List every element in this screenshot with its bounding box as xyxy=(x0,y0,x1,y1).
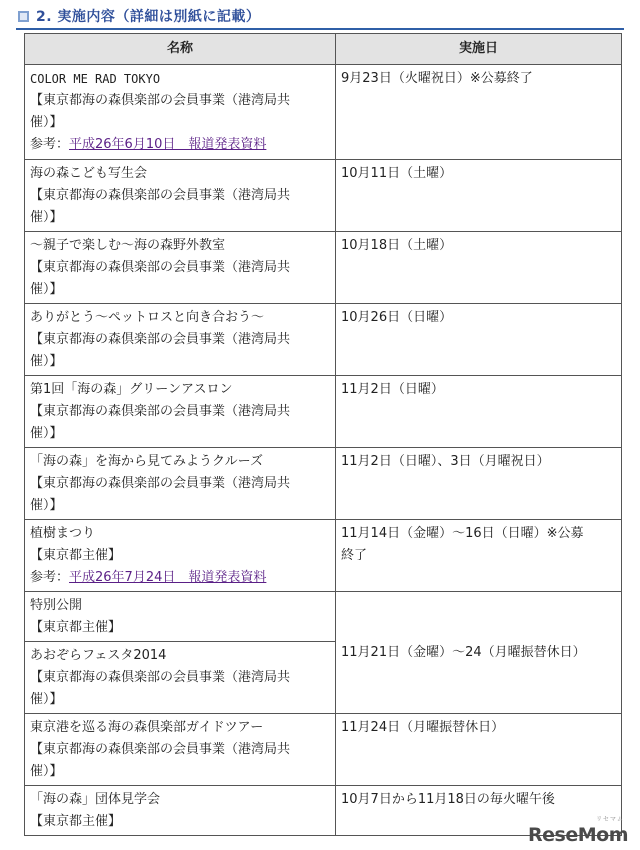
event-organizer: 【東京都主催】 xyxy=(30,620,122,635)
table-row xyxy=(25,65,622,160)
event-organizer: 【東京都海の森倶楽部の会員事業（港湾局共 xyxy=(30,670,291,685)
event-date-cell: 10月11日（土曜） xyxy=(336,160,622,232)
event-name: あおぞらフェスタ2014 xyxy=(30,648,167,663)
event-date-cell: 11月2日（日曜）、3日（月曜祝日） xyxy=(336,448,622,520)
event-date-cell xyxy=(336,520,622,592)
column-header-date: 実施日 xyxy=(336,34,622,65)
event-name-cell xyxy=(25,714,336,786)
event-organizer: 【東京都海の森倶楽部の会員事業（港湾局共 xyxy=(30,93,291,108)
event-name: 「海の森」団体見学会 xyxy=(30,792,161,807)
table-row xyxy=(25,232,622,304)
program-table xyxy=(24,33,622,836)
event-date-cell: 10月18日（土曜） xyxy=(336,232,622,304)
event-date-cell: 11月2日（日曜） xyxy=(336,376,622,448)
event-date-cell: 10月7日から11月18日の毎火曜午後 xyxy=(336,786,622,836)
event-organizer: 【東京都海の森倶楽部の会員事業（港湾局共 xyxy=(30,404,291,419)
table-row xyxy=(25,304,622,376)
event-organizer-cont: 催）】 xyxy=(30,282,63,297)
column-header-name: 名称 xyxy=(25,34,336,65)
event-date-cell: 9月23日（火曜祝日）※公募終了 xyxy=(336,65,622,160)
event-date-cell: 10月26日（日曜） xyxy=(336,304,622,376)
event-name: 「海の森」を海から見てみようクルーズ xyxy=(30,454,263,469)
event-name: ありがとう～ペットロスと向き合おう～ xyxy=(30,310,265,325)
event-name-cell xyxy=(25,232,336,304)
square-bullet-icon xyxy=(18,11,29,22)
section-heading xyxy=(16,4,624,30)
event-organizer: 【東京都主催】 xyxy=(30,814,122,829)
event-date-cell: 11月21日（金曜）～24（月曜振替休日） xyxy=(336,592,622,714)
table-row xyxy=(25,160,622,232)
event-name-cell xyxy=(25,592,336,642)
event-name-cell xyxy=(25,786,336,836)
event-organizer-cont: 催）】 xyxy=(30,692,63,707)
event-name: 植樹まつり xyxy=(30,526,96,541)
table-row xyxy=(25,448,622,520)
table-row xyxy=(25,520,622,592)
event-name: 特別公開 xyxy=(30,598,83,613)
event-name-cell xyxy=(25,642,336,714)
event-organizer: 【東京都海の森倶楽部の会員事業（港湾局共 xyxy=(30,476,291,491)
event-organizer: 【東京都海の森倶楽部の会員事業（港湾局共 xyxy=(30,742,291,757)
event-name: 第1回「海の森」グリーンアスロン xyxy=(30,382,233,397)
reference-label: 参考： xyxy=(30,137,70,152)
event-organizer: 【東京都海の森倶楽部の会員事業（港湾局共 xyxy=(30,188,291,203)
event-date-cont: 終了 xyxy=(341,548,368,563)
event-name: ～親子で楽しむ～海の森野外教室 xyxy=(30,238,226,253)
section-heading-text: 2. 実施内容（詳細は別紙に記載） xyxy=(36,9,261,25)
event-name-cell xyxy=(25,520,336,592)
watermark-kana: リセマム xyxy=(596,816,624,823)
event-name-cell xyxy=(25,160,336,232)
event-organizer-cont: 催）】 xyxy=(30,426,63,441)
event-date: 11月14日（金曜）～16日（日曜）※公募 xyxy=(341,526,584,541)
reference-line xyxy=(30,134,331,156)
reference-label: 参考： xyxy=(30,570,70,585)
event-name-cell xyxy=(25,376,336,448)
press-release-link[interactable]: 平成26年7月24日 報道発表資料 xyxy=(69,570,267,585)
table-row xyxy=(25,592,622,642)
event-organizer: 【東京都海の森倶楽部の会員事業（港湾局共 xyxy=(30,332,291,347)
event-name-cell xyxy=(25,65,336,160)
event-organizer-cont: 催）】 xyxy=(30,498,63,513)
event-name-cell xyxy=(25,448,336,520)
event-date-cell: 11月24日（月曜振替休日） xyxy=(336,714,622,786)
table-header-row xyxy=(25,34,622,65)
event-organizer-cont: 催）】 xyxy=(30,210,63,225)
table-row xyxy=(25,376,622,448)
event-organizer: 【東京都海の森倶楽部の会員事業（港湾局共 xyxy=(30,260,291,275)
event-name: COLOR ME RAD TOKYO xyxy=(30,72,161,86)
event-name-cell xyxy=(25,304,336,376)
event-organizer: 【東京都主催】 xyxy=(30,548,122,563)
press-release-link[interactable]: 平成26年6月10日 報道発表資料 xyxy=(69,137,267,152)
resemom-watermark: ReseMom xyxy=(528,824,628,846)
reference-line xyxy=(30,567,331,589)
table-row xyxy=(25,714,622,786)
event-name: 東京港を巡る海の森倶楽部ガイドツアー xyxy=(30,720,264,735)
event-name: 海の森こども写生会 xyxy=(30,166,148,181)
event-organizer-cont: 催）】 xyxy=(30,115,63,130)
event-organizer-cont: 催）】 xyxy=(30,354,63,369)
event-organizer-cont: 催）】 xyxy=(30,764,63,779)
